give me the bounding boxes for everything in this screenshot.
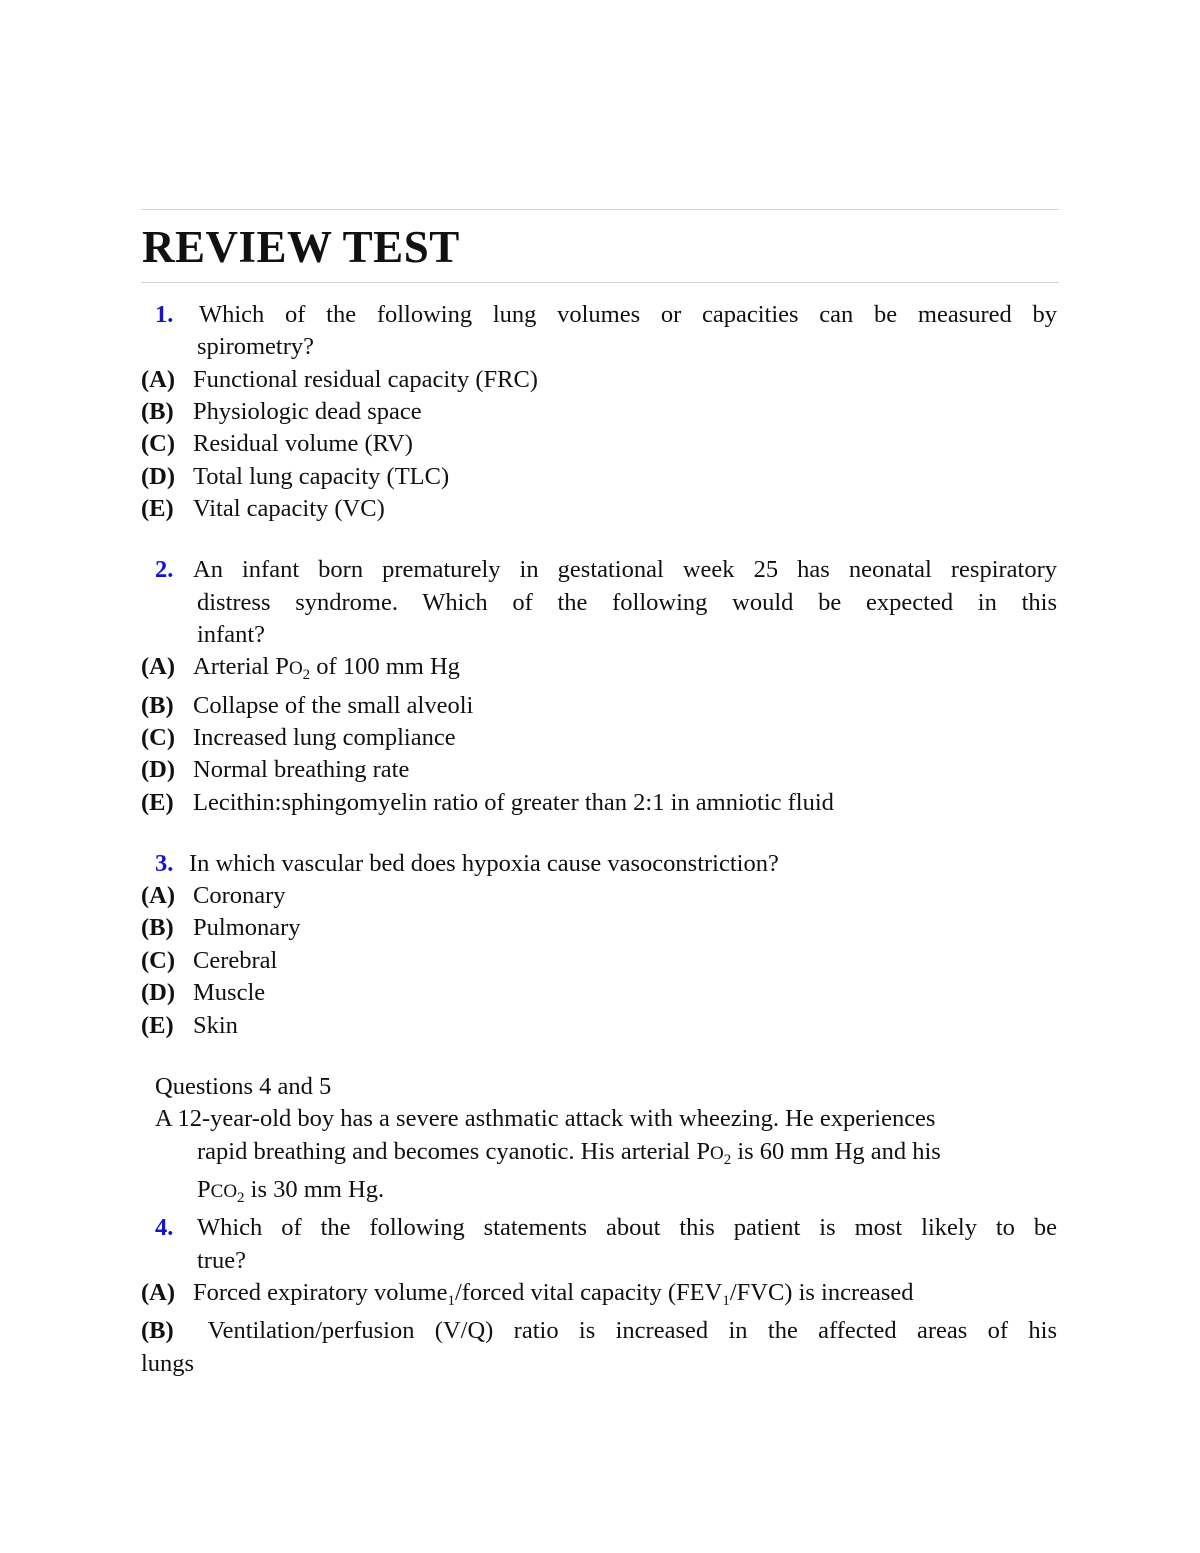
bottom-divider: [141, 282, 1059, 283]
option-letter: (C): [141, 724, 176, 751]
option-text-pre: Forced expiratory volume: [193, 1279, 448, 1306]
oxygen-symbol: O: [288, 658, 303, 679]
q2-option-e: [141, 787, 834, 819]
option-letter: (E): [141, 495, 174, 522]
subscript: 2: [302, 667, 311, 683]
q3-option-d: [141, 977, 265, 1009]
option-text: Pulmonary: [193, 914, 301, 941]
option-text: Muscle: [193, 979, 266, 1006]
option-text: Total lung capacity (TLC): [193, 463, 450, 490]
option-letter: (E): [141, 1012, 174, 1039]
q2-stem-line2: distress syndrome. Which of the following would be expected in this: [197, 589, 1057, 616]
q3-option-a: [141, 880, 286, 912]
q3-option-c: [141, 945, 277, 977]
option-text: Lecithin:sphingomyelin ratio of greater than 2:1 in amniotic fluid: [193, 789, 834, 816]
option-text: Coronary: [193, 882, 286, 909]
option-text: Physiologic dead space: [193, 398, 422, 425]
oxygen-symbol: O: [709, 1143, 724, 1164]
option-letter: (B): [141, 398, 174, 425]
subscript: 1: [447, 1293, 455, 1309]
option-letter: (D): [141, 756, 176, 783]
option-text: Cerebral: [193, 947, 278, 974]
q4-option-b-line1: [141, 1315, 1057, 1347]
case-stem-line1: A 12-year-old boy has a severe asthmatic attack with wheezing. He experiences: [155, 1105, 936, 1132]
option-text: Residual volume (RV): [193, 430, 413, 457]
carbon-dioxide-symbol: CO: [210, 1181, 238, 1202]
option-letter: (C): [141, 430, 176, 457]
q1-stem-line1: Which of the following lung volumes or capacities can be measured by: [199, 301, 1057, 328]
question-number: 4.: [155, 1214, 174, 1241]
questions-4-5-header: Questions 4 and 5: [155, 1073, 332, 1100]
case-text-post: is 30 mm Hg.: [244, 1176, 385, 1203]
option-text: Normal breathing rate: [193, 756, 410, 783]
option-text: Functional residual capacity (FRC): [193, 366, 538, 393]
question-number: 1.: [155, 301, 174, 328]
option-text-post: /FVC) is increased: [729, 1279, 914, 1306]
q2-option-a: [141, 651, 460, 685]
q2-option-c: [141, 722, 456, 754]
case-text-pre: rapid breathing and becomes cyanotic. His arterial P: [197, 1138, 710, 1165]
option-letter: (D): [141, 463, 176, 490]
option-letter: (B): [141, 914, 174, 941]
q4-option-a: [141, 1277, 914, 1309]
q1-number: [155, 299, 173, 331]
subscript: 2: [237, 1190, 245, 1206]
q3-option-e: [141, 1010, 238, 1042]
subscript: 1: [722, 1293, 730, 1309]
option-text: Skin: [193, 1012, 238, 1039]
case-stem-line3: [197, 1174, 384, 1208]
option-text: Increased lung compliance: [193, 724, 456, 751]
option-letter: (A): [141, 882, 176, 909]
option-letter: (A): [141, 366, 176, 393]
q1-option-d: [141, 461, 449, 493]
q2-number: [155, 554, 173, 586]
option-text-pre: Arterial P: [193, 653, 289, 680]
q3-stem-line1: In which vascular bed does hypoxia cause vasoconstriction?: [189, 850, 779, 877]
case-text-pre: P: [197, 1176, 211, 1203]
option-text: Collapse of the small alveoli: [193, 692, 474, 719]
q2-stem-line1: An infant born prematurely in gestational week 25 has neonatal respiratory: [193, 556, 1057, 583]
option-text-post: of 100 mm Hg: [310, 653, 460, 680]
question-number: 3.: [155, 850, 174, 877]
option-letter: (A): [141, 653, 176, 680]
q4-stem-line2: true?: [197, 1247, 246, 1274]
option-letter: (B): [141, 692, 174, 719]
top-divider: [141, 209, 1059, 210]
q1-stem-line2: spirometry?: [197, 333, 315, 360]
q1-option-a: [141, 364, 538, 396]
option-text-mid: /forced vital capacity (FEV: [454, 1279, 723, 1306]
option-letter: (B): [141, 1317, 174, 1344]
case-stem-line2: [197, 1136, 941, 1170]
q2-option-b: [141, 690, 473, 722]
q3-number: [155, 848, 173, 880]
q4-number: [155, 1212, 173, 1244]
case-text-post: is 60 mm Hg and his: [731, 1138, 941, 1165]
page-title: REVIEW TEST: [142, 222, 460, 272]
option-text: Ventilation/perfusion (V/Q) ratio is increased in the affected areas of his: [207, 1317, 1057, 1344]
q1-option-c: [141, 428, 413, 460]
q2-stem-line3: infant?: [197, 621, 266, 648]
q3-option-b: [141, 912, 301, 944]
q4-option-b-line2: lungs: [141, 1350, 195, 1377]
option-letter: (C): [141, 947, 176, 974]
option-letter: (E): [141, 789, 174, 816]
q4-stem-line1: Which of the following statements about this patient is most likely to be: [197, 1214, 1057, 1241]
q2-option-d: [141, 754, 409, 786]
question-number: 2.: [155, 556, 174, 583]
option-text: Vital capacity (VC): [193, 495, 385, 522]
option-letter: (D): [141, 979, 176, 1006]
q1-option-e: [141, 493, 385, 525]
subscript: 2: [723, 1152, 732, 1168]
option-letter: (A): [141, 1279, 176, 1306]
q1-option-b: [141, 396, 422, 428]
